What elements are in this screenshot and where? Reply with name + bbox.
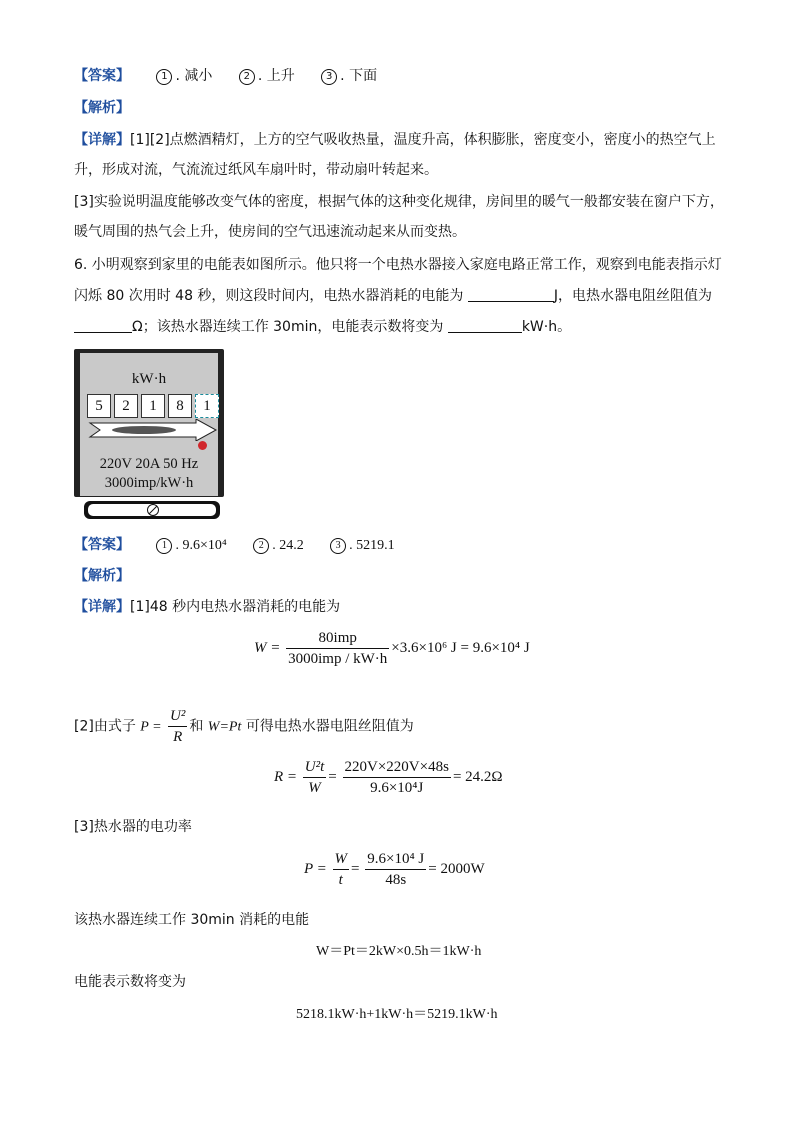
detail-line-2: 升，形成对流，气流流过纸风车扇叶时，带动扇叶转起来。 bbox=[74, 162, 438, 178]
analysis-label: 【解析】 bbox=[74, 568, 130, 584]
answer-row-1 bbox=[74, 66, 377, 86]
answer-option-1: 1 . 减小 bbox=[156, 68, 212, 84]
step-3: [3]热水器的电功率 bbox=[74, 819, 192, 835]
answer-option-2: 2 . 24.2 bbox=[253, 538, 304, 553]
equation-meter-reading: 5218.1kW·h+1kW·h＝5219.1kW·h bbox=[296, 1007, 498, 1022]
electric-meter-figure bbox=[74, 349, 228, 523]
step-5: 电能表示数将变为 bbox=[74, 974, 186, 990]
answer-label: 【答案】 bbox=[74, 68, 130, 84]
equation-energy-30min: W＝Pt＝2kW×0.5h＝1kW·h bbox=[316, 944, 482, 959]
answer-option-1: 1 . 9.6×10⁴ bbox=[156, 538, 226, 553]
meter-spec-constant: 3000imp/kW·h bbox=[104, 475, 194, 491]
answer-row-2 bbox=[74, 535, 395, 556]
answer-blank-1 bbox=[468, 287, 554, 302]
detail-line-3: [3]实验说明温度能够改变气体的密度，根据气体的这种变化规律，房间里的暖气一般都安装在窗户下方， bbox=[74, 194, 724, 210]
answer-option-3: 3 . 下面 bbox=[321, 68, 377, 84]
meter-base bbox=[84, 501, 220, 519]
detail-line-4: 暖气周围的热气会上升，使房间的空气迅速流动起来从而变热。 bbox=[74, 224, 466, 240]
meter-face bbox=[80, 353, 218, 496]
meter-spec-rating: 220V 20A 50 Hz bbox=[99, 456, 199, 472]
detail-line-1: 【详解】[1][2]点燃酒精灯，上方的空气吸收热量，温度升高，体积膨胀，密度变小，密度小的热空气上 bbox=[74, 132, 716, 148]
equation-resistance: R = $\frac{\text{U²t}}{W}$ = $\frac{220V\times 220V\times 48s}{\text{9.6×10⁴J}}$ = 24.2Ω bbox=[274, 759, 503, 796]
answer-blank-3 bbox=[448, 318, 522, 333]
detail-label: 【详解】 bbox=[74, 132, 130, 148]
question-line-3: Ω；该热水器连续工作 30min，电能表示数将变为 kW·h。 bbox=[74, 317, 571, 337]
answer-label: 【答案】 bbox=[74, 537, 130, 553]
meter-digit-decimal: 1 bbox=[195, 394, 219, 418]
step-2: [2]由式子 P = $\frac{\text{U²}}{R}$ 和 W=Pt 可得电热水器电阻丝阻值为 bbox=[74, 708, 414, 745]
analysis-label: 【解析】 bbox=[74, 100, 130, 116]
equation-power: P = $\frac{W}{t}$ = $\frac{\text{9.6×10⁴ J}}{48s}$ = 2000W bbox=[304, 851, 485, 888]
question-line-1: 6. 小明观察到家里的电能表如图所示。他只将一个电热水器接入家庭电路正常工作，观察到电能表指示灯 bbox=[74, 257, 722, 273]
meter-digit: 8 bbox=[168, 394, 192, 418]
question-line-2: 闪烁 80 次用时 48 秒，则这段时间内，电热水器消耗的电能为 J，电热水器电阻丝阻值为 bbox=[74, 288, 713, 304]
step-1: 【详解】[1]48 秒内电热水器消耗的电能为 bbox=[74, 599, 341, 615]
meter-unit: kW·h bbox=[131, 371, 167, 387]
meter-digit: 2 bbox=[114, 394, 138, 418]
rotating-disc-arrow-icon bbox=[88, 419, 218, 441]
meter-digit: 1 bbox=[141, 394, 165, 418]
answer-option-2: 2 . 上升 bbox=[239, 68, 295, 84]
answer-blank-2 bbox=[74, 318, 132, 333]
equation-energy: W = $\frac{\text{80imp}}{\text{3000imp / kW·h}}$ ×3.6×10⁶ J = 9.6×10⁴ J bbox=[254, 630, 530, 667]
step-4: 该热水器连续工作 30min 消耗的电能 bbox=[74, 912, 310, 928]
answer-option-3: 3 . 5219.1 bbox=[330, 538, 395, 553]
detail-label: 【详解】 bbox=[74, 599, 130, 615]
indicator-light-icon bbox=[198, 441, 207, 450]
screw-icon bbox=[146, 503, 160, 517]
meter-digit: 5 bbox=[87, 394, 111, 418]
